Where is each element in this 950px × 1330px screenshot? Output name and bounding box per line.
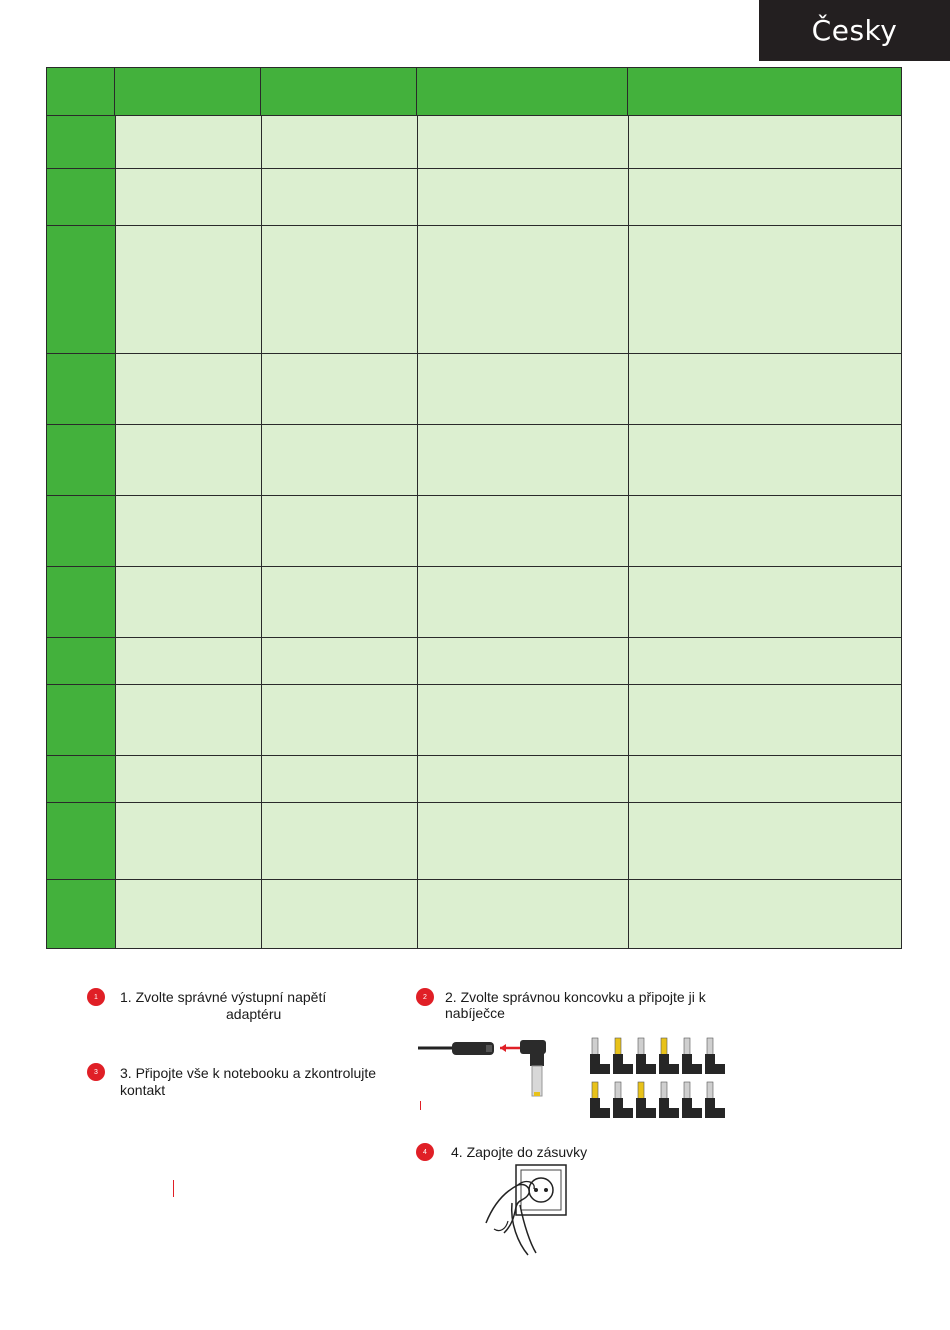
table-cell [417,879,628,948]
connector-tip-icon [636,1038,656,1074]
table-cell [115,637,261,684]
table-cell [261,495,417,566]
table-header-cell [115,68,261,115]
table-cell [115,755,261,802]
hand-plugging-outlet-icon [484,1163,584,1258]
table-row-label [47,353,115,424]
table-cell [417,566,628,637]
table-cell [417,802,628,879]
table-cell [417,353,628,424]
table-cell [261,566,417,637]
table-cell [261,353,417,424]
table-cell [628,684,901,755]
table-cell [628,168,901,225]
table-header-cell [261,68,417,115]
connector-tip-icon [682,1082,702,1118]
table-header-cell [417,68,628,115]
step-2-text-cont: nabíječce [445,1005,505,1021]
table-cell [261,424,417,495]
connector-tips-icon [588,1036,728,1120]
table-cell [628,879,901,948]
table-cell [115,879,261,948]
table-header-cell [47,68,115,115]
table-cell [417,225,628,353]
table-cell [261,755,417,802]
table-row-label [47,637,115,684]
table-cell [115,566,261,637]
language-tab[interactable]: Česky [759,0,950,61]
table-cell [261,115,417,168]
connector-tip-icon [659,1082,679,1118]
power-connector-icon [418,1036,558,1096]
table-cell [261,637,417,684]
table-cell [417,755,628,802]
table-cell [417,495,628,566]
table-header-cell [628,68,901,115]
table-cell [115,495,261,566]
table-cell [261,879,417,948]
table-cell [261,168,417,225]
table-row-label [47,495,115,566]
table-cell [115,424,261,495]
table-cell [628,637,901,684]
step-4-badge: 4 [416,1143,434,1161]
table-row-label [47,424,115,495]
connector-tip-icon [590,1082,610,1118]
table-cell [628,115,901,168]
connector-tip-icon [613,1082,633,1118]
step-4-text: 4. Zapojte do zásuvky [451,1144,588,1160]
red-mark [420,1101,421,1110]
table-cell [261,802,417,879]
connector-tip-icon [659,1038,679,1074]
connector-tip-icon [682,1038,702,1074]
step-3-badge: 3 [87,1063,105,1081]
table-row-label [47,225,115,353]
table-cell [628,225,901,353]
table-row-label [47,755,115,802]
table-cell [417,424,628,495]
red-mark [173,1180,174,1197]
step-1-text-cont: adaptéru [226,1006,282,1022]
connector-tip-icon [705,1082,725,1118]
table-cell [417,115,628,168]
connector-tip-icon [590,1038,610,1074]
table-cell [628,424,901,495]
table-cell [628,566,901,637]
table-cell [417,684,628,755]
step-1-text: 1. Zvolte správné výstupní napětí [120,989,327,1005]
step-2-badge: 2 [416,988,434,1006]
table-row-label [47,879,115,948]
table-cell [628,353,901,424]
step-3-text-cont: kontakt [120,1082,166,1098]
step-2-text: 2. Zvolte správnou koncovku a připojte ji k [445,989,706,1005]
table-cell [115,353,261,424]
connector-tip-icon [705,1038,725,1074]
table-cell [417,168,628,225]
table-cell [628,755,901,802]
table-cell [115,115,261,168]
step-3-text: 3. Připojte vše k notebooku a zkontrolujte [120,1065,377,1081]
table-cell [261,225,417,353]
table-cell [261,684,417,755]
table-row-label [47,168,115,225]
table-cell [628,802,901,879]
table-row-label [47,115,115,168]
table-row-label [47,802,115,879]
connector-tip-icon [636,1082,656,1118]
spec-table [46,67,902,949]
table-cell [628,495,901,566]
table-cell [115,225,261,353]
table-row-label [47,566,115,637]
connector-tip-icon [613,1038,633,1074]
table-cell [115,802,261,879]
table-cell [417,637,628,684]
table-cell [115,684,261,755]
table-row-label [47,684,115,755]
step-1-badge: 1 [87,988,105,1006]
table-cell [115,168,261,225]
